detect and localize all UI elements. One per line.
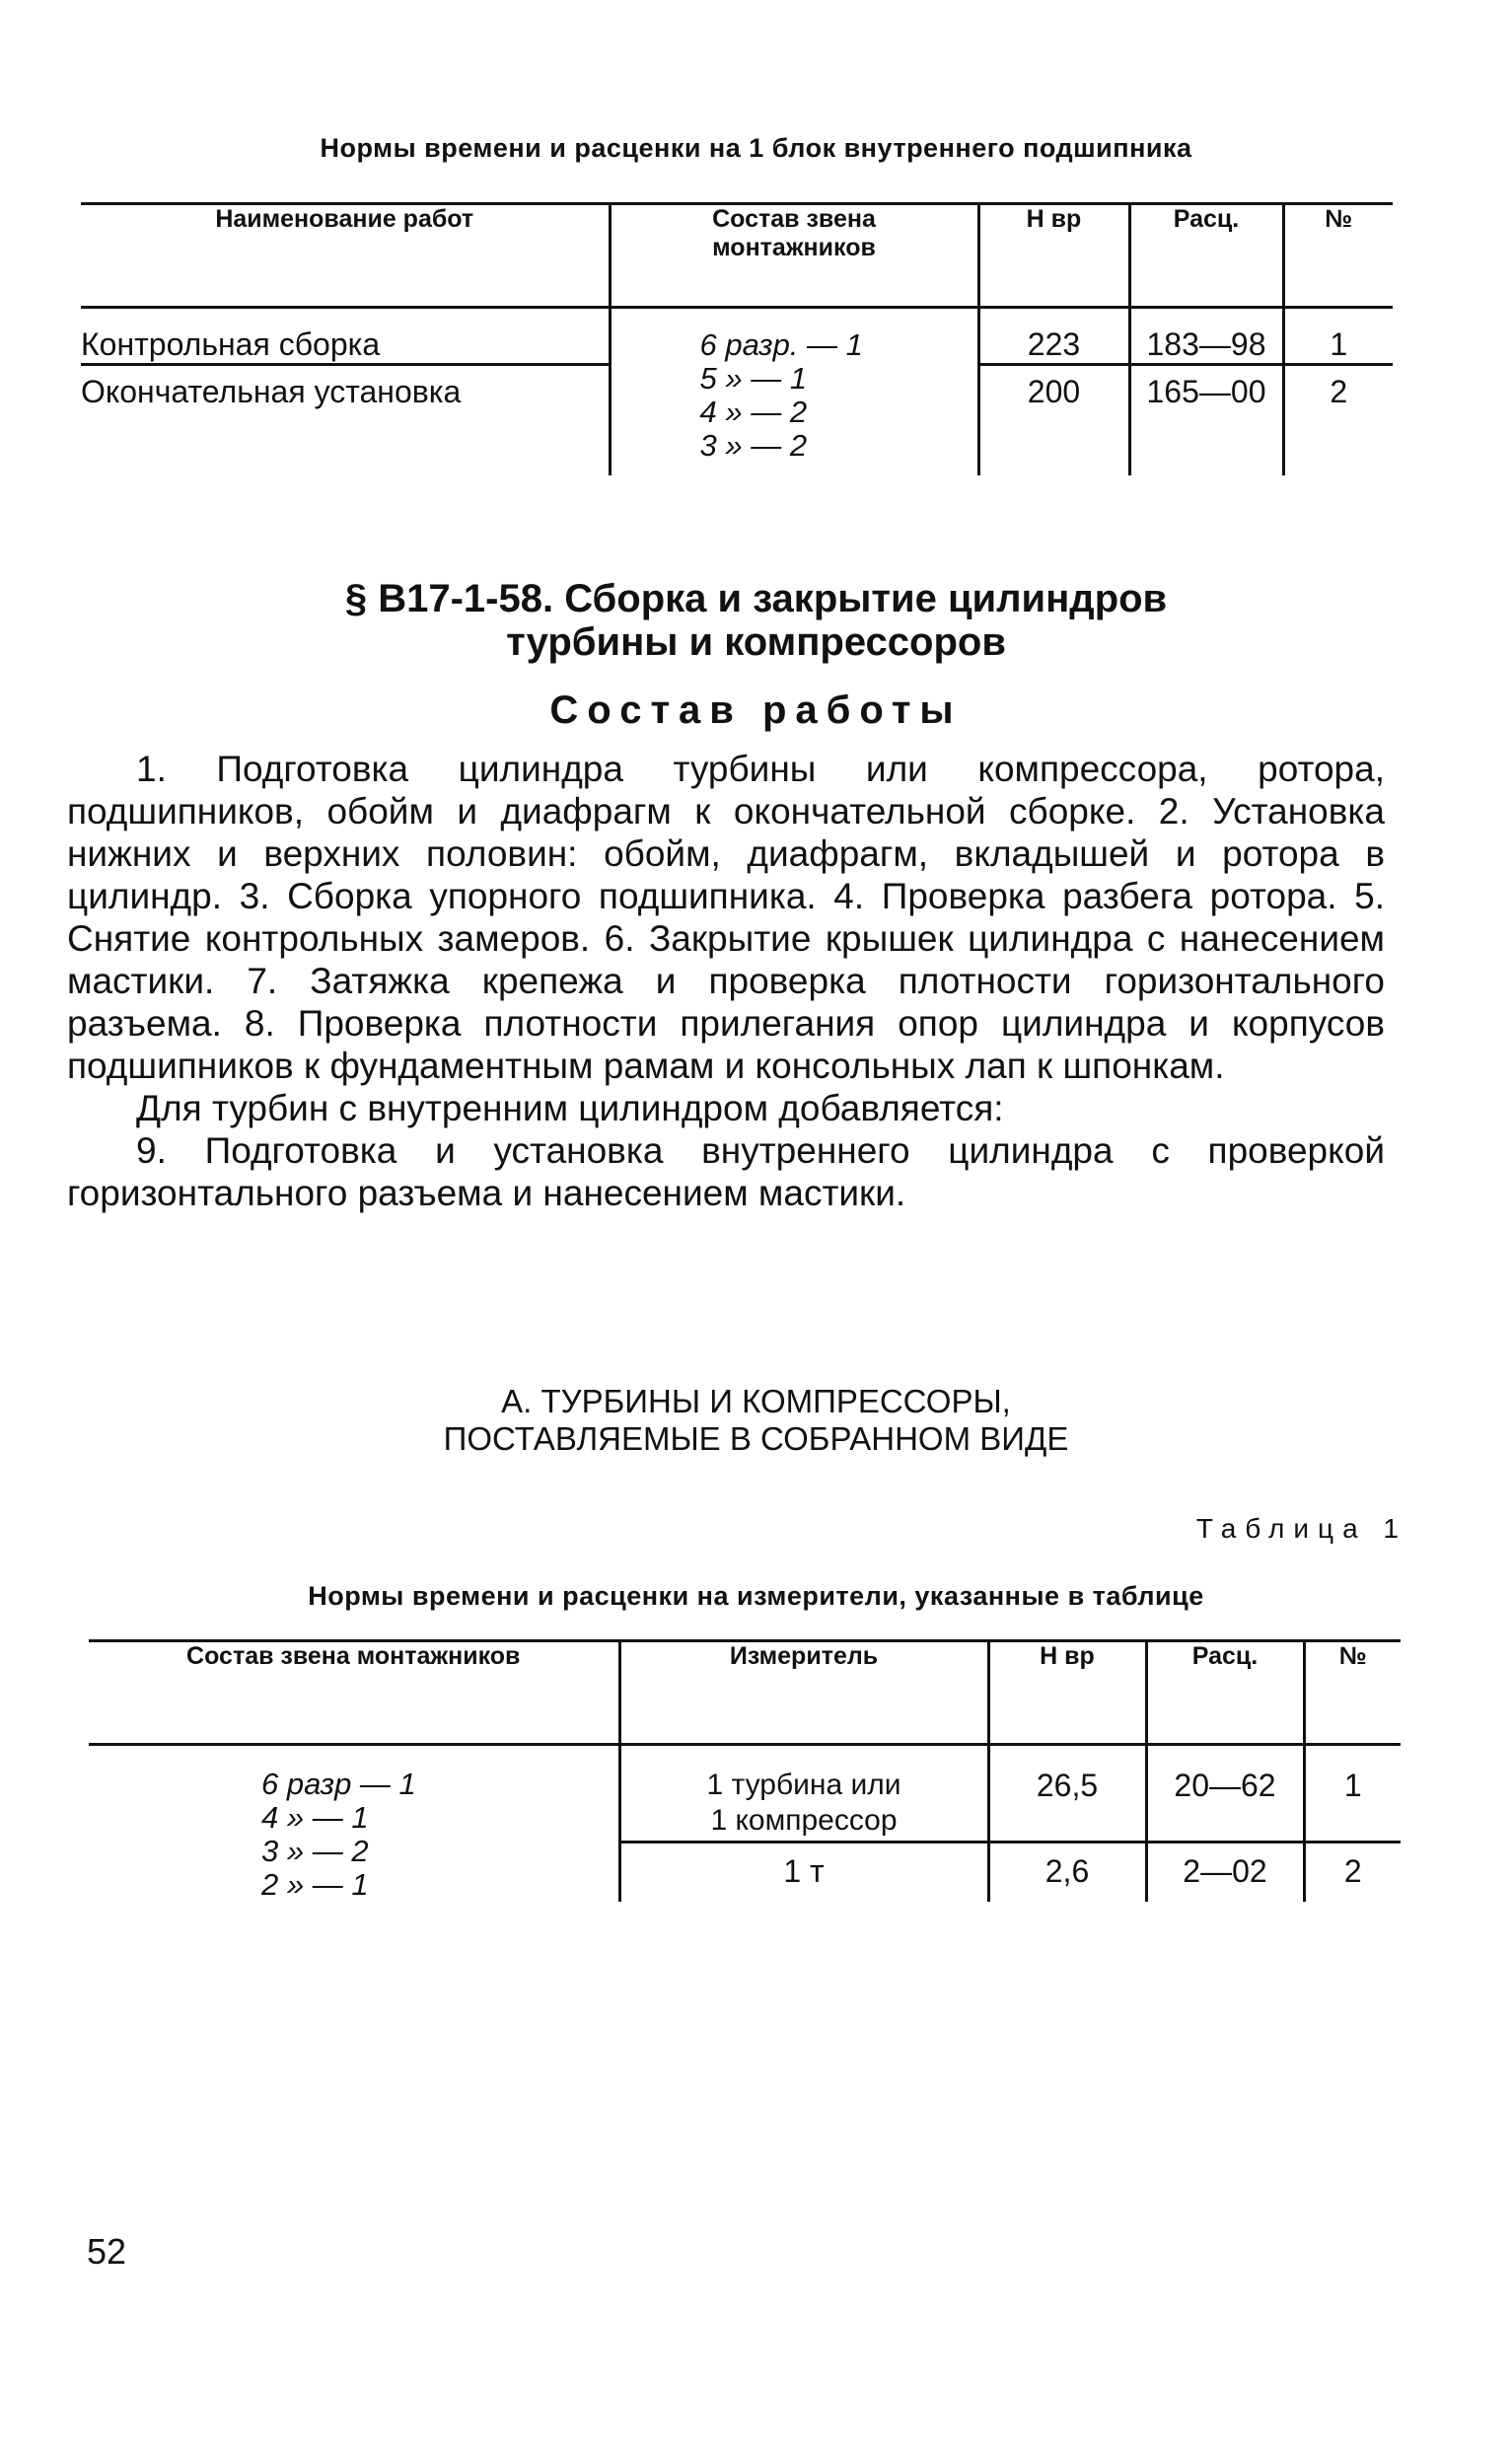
table2-row1-meter-line1: 1 турбина или	[706, 1769, 901, 1801]
table2-crew-line: 4 » — 1	[261, 1800, 369, 1835]
subsection-title-line1: А. ТУРБИНЫ И КОМПРЕССОРЫ,	[501, 1383, 1011, 1419]
table2-crew-line: 3 » — 2	[261, 1834, 369, 1868]
section-title-line2: турбины и компрессоров	[506, 620, 1006, 664]
table1-header-row	[81, 204, 1393, 308]
table1-row1-rate: 183—98	[1129, 308, 1283, 365]
table1-header-hvr: Н вр	[978, 204, 1129, 308]
subsection-title-line2: ПОСТАВЛЯЕМЫЕ В СОБРАННОМ ВИДЕ	[443, 1420, 1069, 1457]
section-title	[0, 577, 1512, 664]
table1-header-crew-line1: Состав звена	[712, 205, 876, 233]
table2-label: Таблица 1	[1195, 1513, 1407, 1544]
table1-header-num: №	[1283, 204, 1393, 308]
table1-row2-num: 2	[1283, 365, 1393, 475]
table1-crew-line: 4 » — 2	[699, 395, 808, 429]
section-title-line1: § В17-1-58. Сборка и закрытие цилиндров	[344, 577, 1168, 620]
table1-crew	[610, 308, 978, 475]
table2-row	[89, 1745, 1401, 1843]
work-description	[67, 748, 1385, 1214]
table1-header-crew-line2: монтажников	[712, 234, 876, 261]
table2-row2-rate: 2—02	[1146, 1842, 1304, 1902]
table2-row1-hvr: 26,5	[988, 1745, 1146, 1843]
table2-crew-line: 6 разр — 1	[261, 1767, 416, 1801]
subsection-title	[0, 1383, 1512, 1458]
table2-row1-rate: 20—62	[1146, 1745, 1304, 1843]
work-paragraph-3: 9. Подготовка и установка внутреннего цилиндра с проверкой горизонтального разъема и нанесением мастики.	[67, 1130, 1385, 1213]
table1-crew-line: 6 разр. — 1	[699, 327, 863, 362]
work-paragraph-1: 1. Подготовка цилиндра турбины или компрессора, ротора, подшипников, обойм и диафрагм к окончательной сборке. 2. Установка нижних и верхних половин: обойм, диафрагм, вкладышей и ротора в цилиндр. 3. Сборка упорного подшипника. 4. Проверка разбега ротора. 5. Снятие контрольных замеров. 6. Закрытие крышек цилиндра с нанесением мастики. 7. Затяжка крепежа и проверка плотности горизонтального разъема. 8. Проверка плотности прилегания опор цилиндра и корпусов подшипников к фундаментным рамам и консольных лап к шпонкам.	[67, 749, 1385, 1086]
work-paragraph-2: Для турбин с внутренним цилиндром добавляется:	[136, 1088, 1004, 1128]
table2-header-meter: Измеритель	[619, 1641, 988, 1745]
table1-row1-num: 1	[1283, 308, 1393, 365]
work-heading: Состав работы	[549, 688, 963, 732]
table1-crew-line: 5 » — 1	[699, 361, 808, 396]
table2-row2-meter: 1 т	[619, 1842, 988, 1902]
table1-row	[81, 308, 1393, 365]
table2-row1-meter-line2: 1 компрессор	[710, 1804, 898, 1837]
table2-header-rate: Расц.	[1146, 1641, 1304, 1745]
table2-crew-line: 2 » — 1	[261, 1867, 369, 1902]
table1-header-rate: Расц.	[1129, 204, 1283, 308]
table1-row2-hvr: 200	[978, 365, 1129, 475]
table1-caption: Нормы времени и расценки на 1 блок внутреннего подшипника	[320, 133, 1192, 163]
table2-caption: Нормы времени и расценки на измерители, указанные в таблице	[308, 1581, 1204, 1611]
table2-header-crew: Состав звена монтажников	[186, 1642, 521, 1670]
table1	[81, 202, 1393, 475]
table2-row1-num: 1	[1304, 1745, 1401, 1843]
table2	[89, 1639, 1401, 1902]
table2-row2-num: 2	[1304, 1842, 1401, 1902]
table2-crew	[89, 1745, 619, 1903]
table2-header-hvr: Н вр	[988, 1641, 1146, 1745]
table1-header-name: Наименование работ	[215, 205, 474, 233]
table1-header-crew	[610, 204, 978, 308]
table1-row1-name: Контрольная сборка	[81, 308, 610, 365]
table2-header-row	[89, 1641, 1401, 1745]
table1-crew-line: 3 » — 2	[699, 428, 808, 463]
table1-row1-hvr: 223	[978, 308, 1129, 365]
table1-row2-name: Окончательная установка	[81, 374, 462, 409]
table2-row1-meter	[619, 1745, 988, 1843]
table2-row2-hvr: 2,6	[988, 1842, 1146, 1902]
page-number: 52	[87, 2231, 127, 2272]
table1-row2-rate: 165—00	[1129, 365, 1283, 475]
table2-header-num: №	[1304, 1641, 1401, 1745]
